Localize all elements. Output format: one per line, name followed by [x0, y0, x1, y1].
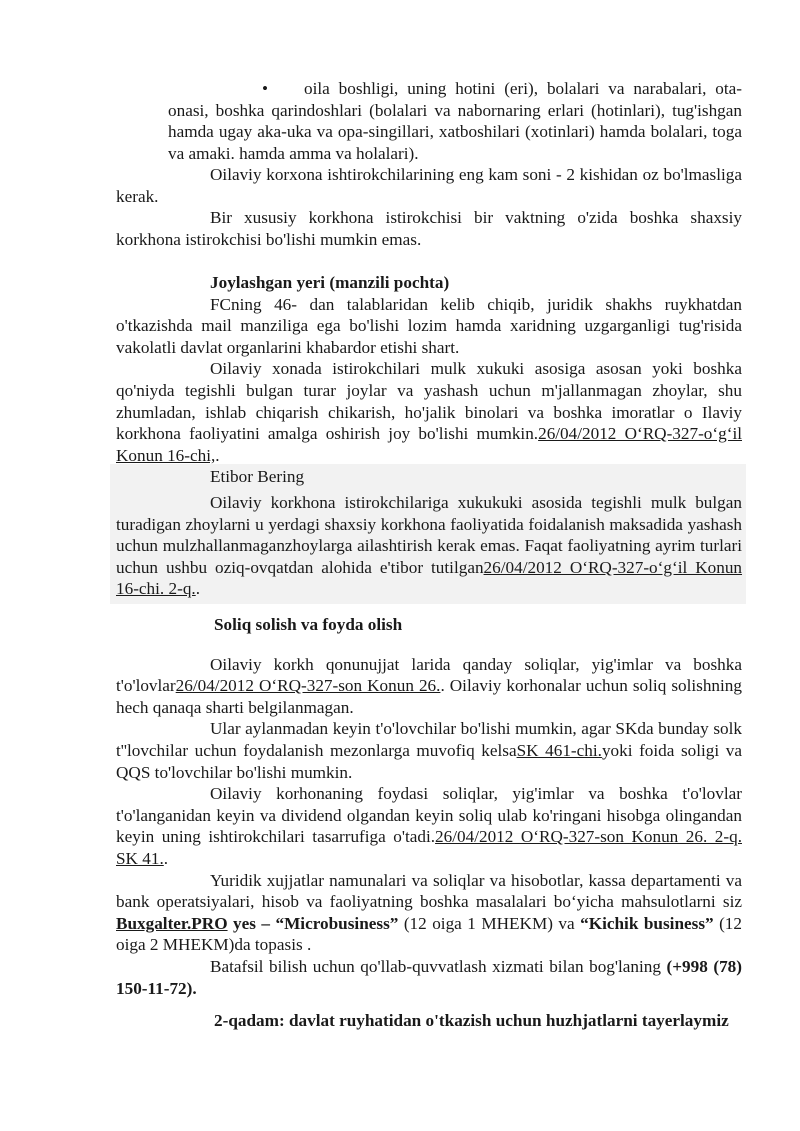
buxgalter-pro-link[interactable]: Buxgalter.PRO [116, 913, 228, 933]
bullet-marker: • [261, 79, 269, 98]
bullet-text: oila boshligi, uning hotini (eri), bolalari va narabalari, ota-onasi, boshka qarindoshlari (bolalari va nabornaring erlari (hotinlari), tug'ishgan hamda ugay aka-uka va opa-singillari, xatboshilari (xotinlari) hamda bolalari, toga va amaki. hamda amma va holalari). [168, 79, 742, 163]
law-link-26-2[interactable]: 26/04/2012 O‘RQ-327-son Konun 26. 2-q. [435, 827, 742, 847]
section-taxation [116, 614, 742, 999]
section-location-paragraph-2: Oilaviy xonada istirokchilari mulk xukuki asosiga asosan yoki boshka qo'niyda tegishli bulgan turar joylar va yashash uchun m'jallanmagan zhoylar, shu zhumladan, ishlab chiqarish chikarish, ho'jalik binolari va boshka imoratlar o Ilaviy korkhona faoliyatini amalga oshirish joy bo'lishi mumkin.26/04/2012 O‘RQ-327-o‘g‘il Konun 16-chi,. [116, 359, 742, 465]
law-link-16-2[interactable]: 26/04/2012 O‘RQ-327-o‘g‘il Konun 16-chi. 2-q. [116, 557, 743, 599]
section-taxation-paragraph-4: Yuridik xujjatlar namunalari va soliqlar va hisobotlar, kassa departamenti va bank operatsiyalari, hisob va faoliyatning boshka masalalari bo‘yicha mahsulotlarni siz Buxgalter.PRO yes – “Microbusiness” (12 oiga 1 MHEKM) va “Kichik business” (12 oiga 2 MHEKM)da topasis . [116, 870, 742, 955]
section-location-heading: Joylashgan yeri (manzili pochta) [210, 273, 450, 292]
section-taxation-paragraph-1: Oilaviy korkh qonunujjat larida qanday soliqlar, yig'imlar va boshka t'o'lovlar26/04/2012 O‘RQ-327-son Konun 26.. Oilaviy korhonalar uchun soliq solishning hech qanaqa sharti belgilanmagan. [116, 654, 742, 717]
law-link-26[interactable]: 26/04/2012 O‘RQ-327-son Konun 26. [175, 676, 441, 696]
note-label: Etibor Bering [210, 467, 305, 487]
section-taxation-paragraph-2: Ular aylanmadan keyin t'o'lovchilar bo'lishi mumkin, agar SKda bunday solk t''lovchilar uchun foydalanish mezonlarga muvofiq kelsaSK 461-chi.yoki foida soligi va QQS to'lovchilar bo'lishi mumkin. [116, 719, 742, 782]
bullet-item [168, 78, 742, 164]
note-paragraph: Oilaviy korkhona istirokchilariga xukukuki asosida tegishli mulk bulgan turadigan zhoylarni u yerdagi shaxsiy korkhona faoliyatida foidalanish maksadida yashash uchun mulzhallanmaganzhoylarga ailashtirish kerak emas. Faqat faoliyatning ayrim turlari uchun ushbu oziq-ovqatdan alohida e'tibor tutilgan26/04/2012 O‘RQ-327-o‘g‘il Konun 16-chi. 2-q.. [116, 492, 743, 599]
intro-paragraphs [116, 164, 742, 250]
law-link-16[interactable]: 26/04/2012 O‘RQ-327-o‘g‘il Konun 16-chi, [116, 424, 742, 465]
tax-code-link-461[interactable]: SK 461-chi. [516, 740, 602, 760]
section-step2 [116, 1010, 742, 1032]
section-taxation-paragraph-3: Oilaviy korhonaning foydasi soliqlar, yig'imlar va boshka t'o'lovlar t'o'langanidan keyin va dividend olgandan keyin soliq ulab ko'ringani hisobga olingandan keyin uning ishtirokchilari tasarrufiga o'tadi.26/04/2012 O‘RQ-327-son Konun 26. 2-q. SK 41.. [116, 784, 742, 868]
paragraph-single-member: Bir xususiy korkhona istirokchisi bir vaktning o'zida boshka shaxsiy korkhona istirokchisi bo'lishi mumkin emas. [116, 208, 742, 249]
section-taxation-paragraph-5: Batafsil bilish uchun qo'llab-quvvatlash xizmati bilan bog'laning (+998 (78) 150-11-72). [116, 956, 742, 998]
tax-code-link-41[interactable]: SK 41. [116, 848, 164, 868]
support-phone: (+998 (78) 150-11-72). [116, 956, 742, 998]
section-location [116, 272, 742, 600]
section-location-paragraph-1: FCning 46- dan talablaridan kelib chiqib, juridik shakhs ruykhatdan o'tkazishda mail manziliga ega bo'lishi lozim hamda xaridning uzgarganligi tug'risida vakolatli davlat organlarini khabardor etishi shart. [116, 294, 742, 357]
section-step2-heading: 2-qadam: davlat ruyhatidan o'tkazish uchun huzhjatlarni tayerlaymiz [214, 1011, 729, 1030]
section-taxation-heading: Soliq solish va foyda olish [214, 615, 403, 634]
paragraph-min-members: Oilaviy korxona ishtirokchilarining eng kam soni - 2 kishidan oz bo'lmasliga kerak. [116, 165, 742, 206]
